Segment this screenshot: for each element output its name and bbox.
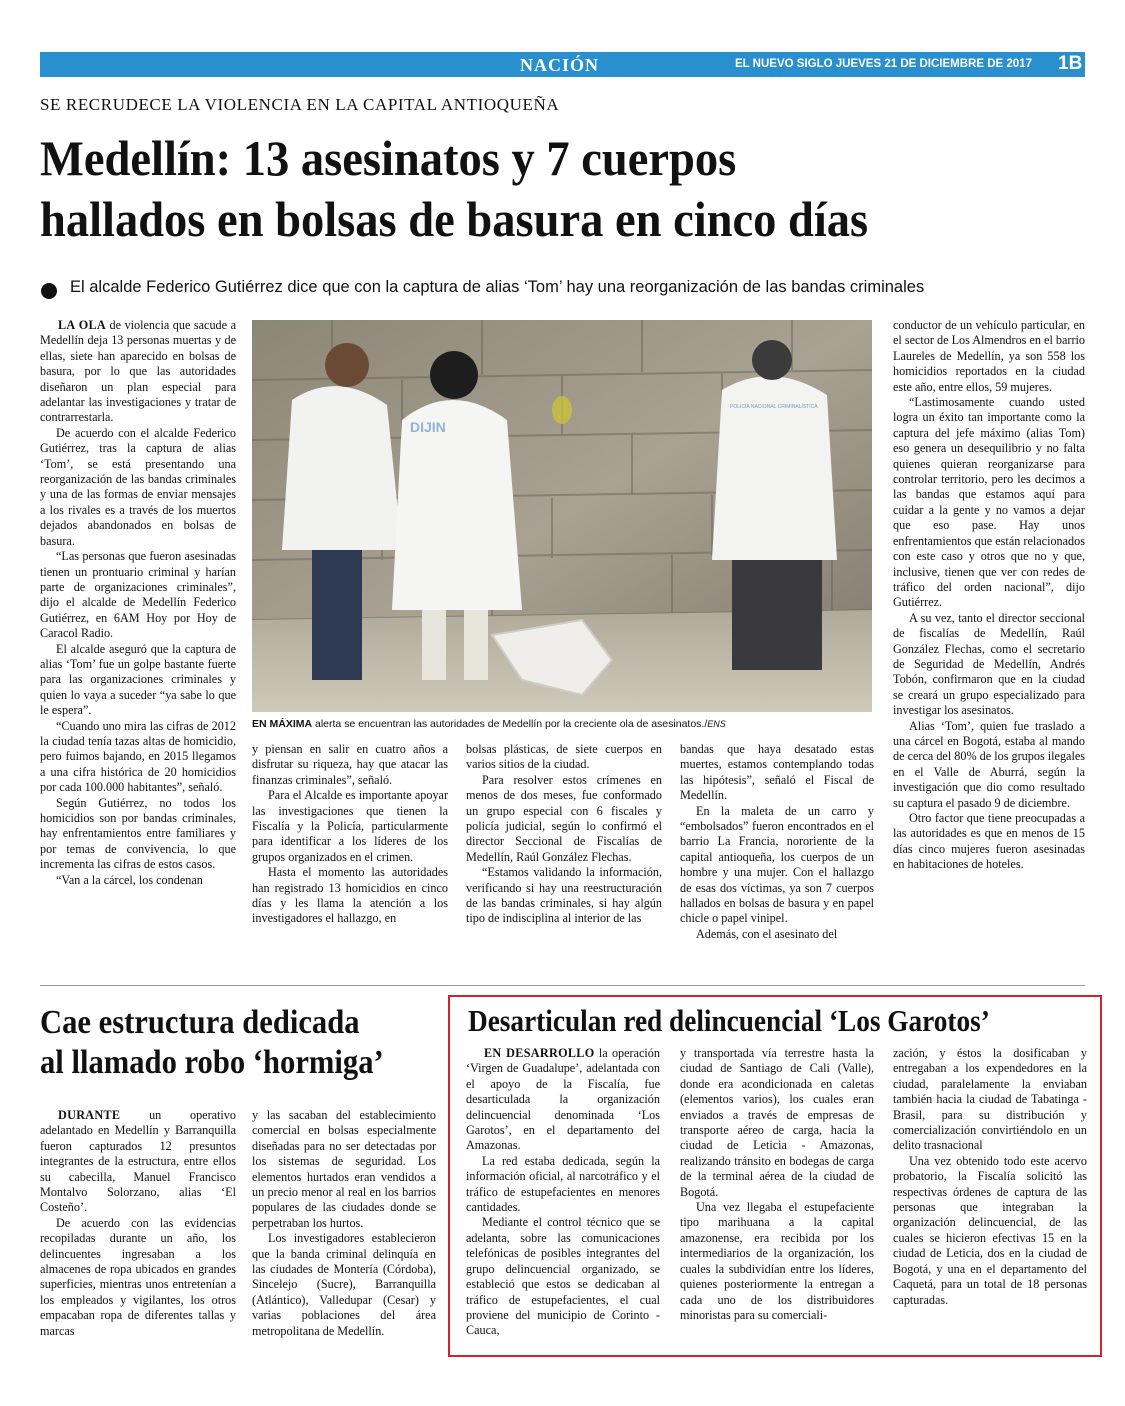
photo-caption [252, 718, 892, 730]
paragraph: La red estaba dedicada, según la información oficial, al narcotráfico y el tráfico de estupefacientes en menores cantidades. [466, 1153, 660, 1215]
paragraph: Una vez obtenido todo este acervo probatorio, la Fiscalía solicitó las respectivas órdenes de captura de las personas que integraban la organización delincuencial, de las cuales se hicieron efectivas 15 en la ciudad de Leticia, dos en la ciudad de Bogotá, y una en el departamento del Caquetá, para un total de 18 personas capturadas. [893, 1153, 1087, 1307]
story3-headline: Desarticulan red delincuencial ‘Los Garotos’ [468, 1003, 990, 1038]
lead-word: EN DESARROLLO [484, 1046, 595, 1060]
story2-headline-line-1: Cae estructura dedicada [40, 1004, 360, 1041]
vest-label-criminalistica: POLICÍA NACIONAL CRIMINALÍSTICA [730, 404, 818, 410]
main-col-2 [252, 742, 448, 927]
story3-col-3 [893, 1046, 1087, 1308]
main-col-3 [466, 742, 662, 927]
paragraph: Según Gutiérrez, no todos los homicidios son por bandas criminales, hay enfrentamientos entre familiares y por temas de convivencia, lo que incrementa las cifras de estos casos. [40, 795, 236, 872]
paragraph: DURANTE un operativo adelantado en Medellín y Barranquilla fueron capturados 12 presuntos integrantes de la estructura, entre ellos su cabecilla, Manuel Francisco Montalvo Solorzano, alias ‘El Costeño’. [40, 1108, 236, 1215]
paragraph: Mediante el control técnico que se adelanta, sobre las comunicaciones telefónicas de posibles integrantes del grupo delincuencial organizado, se estableció que estos se dedicaban al tráfico de estupefacientes, el cual proviene del municipio de Corinto - Cauca, [466, 1215, 660, 1338]
headline-line-1: Medellín: 13 asesinatos y 7 cuerpos [40, 130, 737, 186]
dateline: EL NUEVO SIGLO JUEVES 21 DE DICIEMBRE DE 2017 [735, 58, 1032, 70]
paragraph: Una vez llegaba el estupefaciente tipo marihuana a la capital amazonense, era recibida por los intermediarios de la organización, los cuales la subdividían entre los líderes, quienes posteriormente la entregan a cada uno de los distribuidores minoristas para su comerciali- [680, 1200, 874, 1322]
headline-line-2: hallados en bolsas de basura en cinco días [40, 191, 869, 247]
paragraph: De acuerdo con el alcalde Federico Gutiérrez, tras la captura de alias ‘Tom’, se está presentando una reorganización de las bandas criminales y una de las formas de enviar mensajes a los rivales es a través de los muertos dejados abandonados en bolsas de basura. [40, 425, 236, 548]
paragraph: “Cuando uno mira las cifras de 2012 la ciudad tenía tazas altas de homicidio, pero fuimos bajando, en 2015 llegamos a una cifra histórica de 20 homicidios por cada 100.000 habitantes”, señaló. [40, 718, 236, 795]
paragraph: zación, y éstos la dosificaban y entregaban a los expendedores en la ciudad, paralelamente la enviaban también hacia la ciudad de Tabatinga - Brasil, para su distribución y comercialización convirtiéndolo en un delito trasnacional [893, 1046, 1087, 1153]
paragraph: y transportada vía terrestre hasta la ciudad de Santiago de Cali (Valle), donde era acondicionada en caletas (elementos varios), los cuales eran enviados a través de empresas de transporte aéreo de carga, hacia la ciudad de Leticia - Amazonas, realizando tránsito en bodegas de carga de la terminal aérea de la ciudad de Bogotá. [680, 1046, 874, 1199]
main-col-1 [40, 318, 236, 888]
paragraph: El alcalde aseguró que la captura de alias ‘Tom’ fue un golpe bastante fuerte para las organizaciones criminales y quien lo vaya a suceder “ya sabe lo que le espera”. [40, 641, 236, 718]
paragraph: En la maleta de un carro y “embolsados” fueron encontrados en el barrio La Francia, nororiente de la capital antioqueña, los cuerpos de un hombre y una mujer. Con el hallazgo de esas dos víctimas, ya son 7 cuerpos hallados en bolsas de basura y en papel chicle o papel vinipel. [680, 803, 874, 926]
paragraph: bolsas plásticas, de siete cuerpos en varios sitios de la ciudad. [466, 742, 662, 772]
lead-word: DURANTE [58, 1108, 121, 1122]
main-headline [40, 128, 1017, 250]
paragraph: y piensan en salir en cuatro años a disfrutar su riqueza, hay que atacar las finanzas criminales”, señaló. [252, 742, 448, 787]
paragraph: A su vez, tanto el director seccional de fiscalías de Medellín, Raúl González Flechas, como el secretario de Seguridad de Medellín, Andrés Tobón, confirmaron que en la ciudad se creará un grupo especializado para investigar los asesinatos. [893, 610, 1085, 718]
page-number: 1B [1058, 53, 1083, 74]
paragraph: y las sacaban del establecimiento comercial en bolsas especialmente diseñadas para no ser detectadas por los sistemas de seguridad. Los elementos hurtados eran vendidos a un precio menor al real en los barrios populares de las ciudades donde se perpetraban los hurtos. [252, 1108, 436, 1230]
paragraph: Otro factor que tiene preocupadas a las autoridades es que en menos de 15 días cinco mujeres fueron asesinadas en habitaciones de hoteles. [893, 811, 1085, 872]
paragraph: Para el Alcalde es importante apoyar las investigaciones que tienen la Fiscalía y la Policía, particularmente para identificar a los líderes de los grupos organizados en el crimen. [252, 788, 448, 864]
caption-text: alerta se encuentran las autoridades de Medellín por la creciente ola de asesinatos./ [312, 718, 708, 730]
main-col-5 [893, 318, 1085, 873]
story2-headline [40, 1003, 384, 1083]
bullet-icon [41, 283, 57, 299]
story3-col-1 [466, 1046, 660, 1339]
vest-label-dijin: DIJIN [410, 419, 446, 435]
paragraph: Para resolver estos crímenes en menos de dos meses, fue conformado un grupo especial con 6 fiscales y policía judicial, según lo confirmó el director Seccional de Fiscalías de Medellín, Raúl González Flechas. [466, 772, 662, 864]
caption-lead: EN MÁXIMA [252, 718, 313, 730]
paragraph: conductor de un vehículo particular, en el sector de Los Almendros en el barrio Laureles de Medellín, ya son 558 los homicidios reportados en la ciudad este año, entre ellos, 59 mujeres. [893, 318, 1085, 394]
paragraph: LA OLA de violencia que sacude a Medellín deja 13 personas muertas y de ellas, siete han aparecido en bolsas de basura, por lo que las autoridades diseñaron un plan especial para adelantar las investigaciones y tratar de contrarrestarla. [40, 318, 236, 425]
story3-col-2 [680, 1046, 874, 1323]
paragraph: “Estamos validando la información, verificando si hay una reestructuración de las bandas criminales, si hay algún tipo de indisciplina al interior de las [466, 865, 662, 926]
kicker: SE RECRUDECE LA VIOLENCIA EN LA CAPITAL ANTIOQUEÑA [40, 95, 560, 114]
paragraph: “Lastimosamente cuando usted logra un éxito tan importante como la captura del jefe máximo (alias Tom) eso genera un desequilibrio y no falta quienes quieran reorganizarse para controlar territorio, pero les decimos a las bandas que estamos aquí para cuidar a la gente y no vamos a dejar que eso pase. Hay unos enfrentamientos que están relacionados con este caso y otros que no y que, inclusive, tienen que ver con redes de tráfico del orden nacional”, dijo Gutiérrez. [893, 395, 1085, 610]
section-divider [40, 985, 1085, 986]
paragraph: Alias ‘Tom’, quien fue traslado a una cárcel en Bogotá, estaba al mando de cerca del 80% de los grupos ilegales en el Valle de Aburrá, según la investigación que dio como resultado su captura el pasado 9 de diciembre. [893, 718, 1085, 810]
story2-col-2 [252, 1108, 436, 1339]
news-photo [252, 320, 872, 712]
section-label: NACIÓN [520, 55, 600, 75]
paragraph: Además, con el asesinato del [696, 926, 838, 941]
subhead: El alcalde Federico Gutiérrez dice que con la captura de alias ‘Tom’ hay una reorganización de las bandas criminales [70, 278, 925, 296]
main-col-4 [680, 742, 874, 942]
paragraph: bandas que haya desatado estas muertes, estamos contemplando todas las hipótesis”, señaló el Fiscal de Medellín. [680, 742, 874, 803]
paragraph: Hasta el momento las autoridades han registrado 13 homicidios en cinco días y les llama la atención a los investigadores el hallazgo, en [252, 865, 448, 926]
paragraph: “Van a la cárcel, los condenan [56, 872, 203, 887]
story2-col-1 [40, 1108, 236, 1339]
caption-credit: ENS [707, 719, 726, 729]
story2-headline-line-2: al llamado robo ‘hormiga’ [40, 1044, 384, 1081]
paragraph: EN DESARROLLO la operación ‘Virgen de Guadalupe’, adelantada con el apoyo de la Fiscalía, fue desarticulada la organización delincuencial denominada ‘Los Garotos’, en el departamento del Amazonas. [466, 1046, 660, 1153]
paragraph: Los investigadores establecieron que la banda criminal delinquía en las ciudades de Montería (Córdoba), Sincelejo (Sucre), Barranquilla (Atlántico), Valledupar (Cesar) y varias poblaciones del área metropolitana de Medellín. [252, 1231, 436, 1338]
paragraph: De acuerdo con las evidencias recopiladas durante un año, los delincuentes ingresaban a los almacenes de ropa ubicados en grandes superficies, mientras unos entretenían a los empleados y vigilantes, los otros empacaban ropa de diferentes tallas y marcas [40, 1215, 236, 1338]
crime-scene-photo [252, 320, 872, 712]
lead-word: LA OLA [58, 318, 106, 332]
paragraph: “Las personas que fueron asesinadas tienen un prontuario criminal y harían parte de organizaciones criminales”, dijo el alcalde de Medellín Federico Gutiérrez, en 6AM Hoy por Hoy de Caracol Radio. [40, 549, 236, 641]
